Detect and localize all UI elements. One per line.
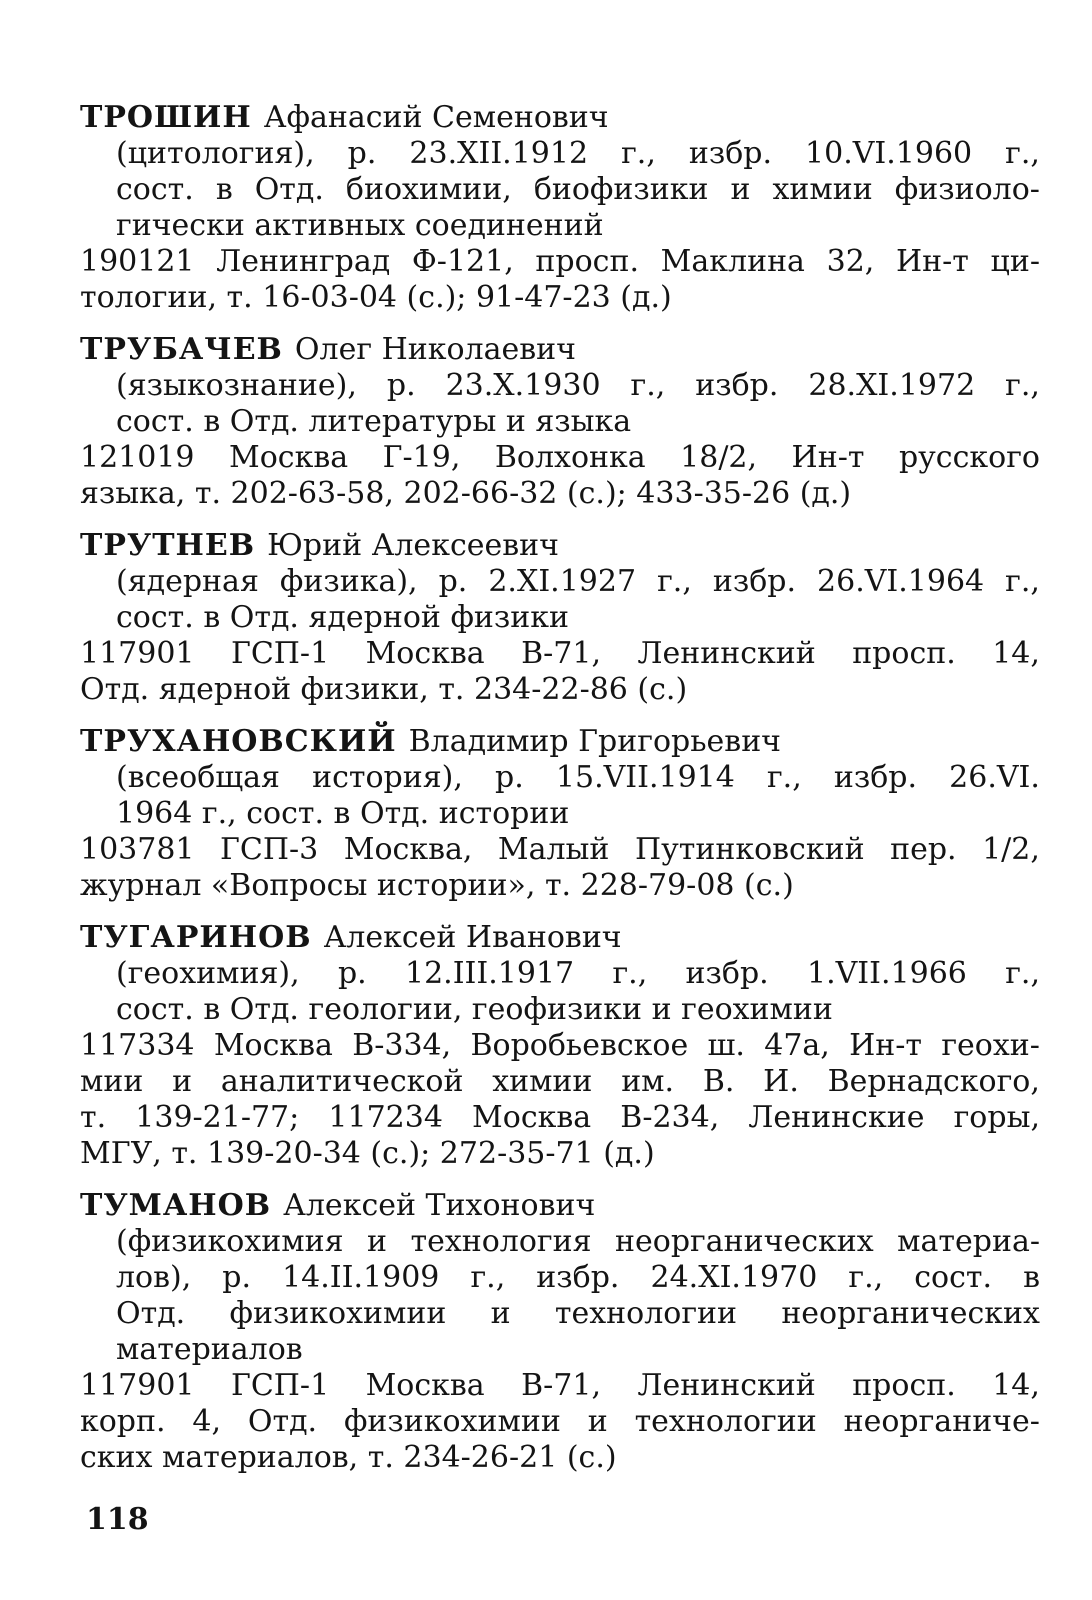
word: г., — [1005, 564, 1040, 599]
entry-bio — [80, 368, 1040, 440]
word: В-334, — [352, 1028, 452, 1063]
word: ГСП-1 — [230, 1368, 330, 1403]
entry-tumanov — [80, 1188, 1040, 1476]
word: 117234 — [328, 1100, 443, 1135]
word: Ленинский — [637, 1368, 816, 1403]
entry-given-names: Олег Николаевич — [294, 332, 576, 367]
word: физика), — [279, 564, 418, 599]
bio-line — [80, 1224, 1040, 1260]
word: горы, — [953, 1100, 1040, 1135]
address-line — [80, 1064, 1040, 1100]
word: р. — [386, 368, 416, 403]
word: избр. — [695, 368, 779, 403]
word: физиоло- — [894, 172, 1040, 207]
entry-surname: ТУМАНОВ — [80, 1188, 272, 1223]
address-line — [80, 244, 1040, 280]
word: 47а, — [764, 1028, 830, 1063]
word: Москва — [472, 1100, 592, 1135]
entry-address — [80, 832, 1040, 904]
word: неорганических — [781, 1296, 1040, 1331]
word: г., — [612, 956, 648, 991]
entry-heading — [80, 1188, 1040, 1224]
entry-troshin — [80, 100, 1040, 316]
word: г., — [1005, 136, 1040, 171]
word: мии — [80, 1064, 144, 1099]
word: 14, — [992, 636, 1040, 671]
entry-heading — [80, 528, 1040, 564]
word: г., — [766, 760, 802, 795]
word: 18/2, — [680, 440, 758, 475]
entry-given-names: Алексей Тихонович — [283, 1188, 596, 1223]
word: Отд. — [116, 1296, 186, 1331]
word: избр. — [688, 136, 773, 171]
bio-line: сост. в Отд. геологии, геофизики и геохимии — [116, 992, 833, 1027]
entry-address — [80, 1028, 1040, 1172]
word: им. — [621, 1064, 675, 1099]
word: (всеобщая — [116, 760, 280, 795]
entry-surname: ТРУТНЕВ — [80, 528, 256, 563]
address-line: тологии, т. 16-03-04 (с.); 91-47-23 (д.) — [80, 280, 672, 315]
bio-line — [80, 172, 1040, 208]
word: и — [587, 1404, 608, 1439]
word: 117901 — [80, 1368, 195, 1403]
word: 1.VII.1966 — [807, 956, 967, 991]
word: (физикохимия — [116, 1224, 344, 1259]
word: (ядерная — [116, 564, 259, 599]
entry-address — [80, 244, 1040, 316]
word: технология — [410, 1224, 592, 1259]
word: избр. — [685, 956, 769, 991]
entry-trutnev — [80, 528, 1040, 708]
word: (языкознание), — [116, 368, 357, 403]
word: Ленинские — [748, 1100, 925, 1135]
address-line: журнал «Вопросы истории», т. 228-79-08 (с.) — [80, 868, 794, 903]
word: г., — [848, 1260, 884, 1295]
word: технологии — [554, 1296, 738, 1331]
word: 24.XI.1970 — [650, 1260, 818, 1295]
word: Москва — [365, 1368, 485, 1403]
word: избр. — [833, 760, 918, 795]
address-line: ских материалов, т. 234-26-21 (с.) — [80, 1440, 617, 1475]
word: Москва — [213, 1028, 333, 1063]
word: Москва — [229, 440, 349, 475]
word: 121019 — [80, 440, 195, 475]
word: р. — [347, 136, 377, 171]
word: Ин-т — [849, 1028, 923, 1063]
word: Ленинград — [216, 244, 391, 279]
word: химии — [492, 1064, 593, 1099]
word: ци- — [990, 244, 1040, 279]
word: биохимии, — [345, 172, 512, 207]
word: В-71, — [521, 1368, 602, 1403]
bio-line — [80, 368, 1040, 404]
entry-bio — [80, 760, 1040, 832]
word: Москва, — [343, 832, 473, 867]
word: Малый — [497, 832, 610, 867]
word: 12.III.1917 — [405, 956, 575, 991]
address-line — [80, 440, 1040, 476]
bio-line: 1964 г., сост. в Отд. истории — [116, 796, 570, 831]
word: р. — [495, 760, 524, 795]
word: р. — [222, 1260, 252, 1295]
word: г., — [630, 368, 666, 403]
address-line — [80, 832, 1040, 868]
word: и — [367, 1224, 387, 1259]
word: 117334 — [80, 1028, 195, 1063]
word: т. — [80, 1100, 107, 1135]
entry-given-names: Юрий Алексеевич — [267, 528, 559, 563]
word: г., — [470, 1260, 506, 1295]
word: просп. — [852, 1368, 956, 1403]
word: в — [215, 172, 233, 207]
entry-heading — [80, 100, 1040, 136]
word: Ф-121, — [411, 244, 514, 279]
entry-given-names: Афанасий Семенович — [263, 100, 609, 135]
bio-line — [80, 956, 1040, 992]
address-line — [80, 1368, 1040, 1404]
word: физикохимии — [229, 1296, 447, 1331]
word: 190121 — [80, 244, 195, 279]
word: 139-21-77; — [135, 1100, 300, 1135]
word: химии — [772, 172, 873, 207]
word: (геохимия), — [116, 956, 300, 991]
entry-surname: ТУГАРИНОВ — [80, 920, 312, 955]
word: Ин-т — [895, 244, 969, 279]
entry-bio — [80, 564, 1040, 636]
entry-address — [80, 1368, 1040, 1476]
address-line: языка, т. 202-63-58, 202-66-32 (с.); 433-35-26 (д.) — [80, 476, 852, 511]
word: лов), — [116, 1260, 192, 1295]
word: просп. — [852, 636, 956, 671]
entry-heading — [80, 920, 1040, 956]
word: ш. — [707, 1028, 745, 1063]
directory-page — [80, 100, 1040, 1492]
entry-surname: ТРУБАЧЕВ — [80, 332, 283, 367]
word: 23.XII.1912 — [409, 136, 589, 171]
bio-line — [80, 136, 1040, 172]
word: физикохимии — [343, 1404, 561, 1439]
bio-line: материалов — [116, 1332, 303, 1367]
word: Ленинский — [637, 636, 816, 671]
word: избр. — [536, 1260, 620, 1295]
word: неорганиче- — [843, 1404, 1040, 1439]
word: материа- — [897, 1224, 1040, 1259]
word: г., — [1005, 956, 1040, 991]
entry-bio — [80, 1224, 1040, 1368]
entry-address — [80, 636, 1040, 708]
word: 26.VI.1964 — [817, 564, 985, 599]
bio-line: гически активных соединений — [116, 208, 604, 243]
word: Вернадского, — [827, 1064, 1040, 1099]
word: В-71, — [521, 636, 602, 671]
word: аналитической — [220, 1064, 464, 1099]
word: 4, — [192, 1404, 222, 1439]
word: (цитология), — [116, 136, 315, 171]
word: ГСП-1 — [230, 636, 330, 671]
word: Отд. — [254, 172, 324, 207]
bio-line — [80, 1296, 1040, 1332]
word: и — [172, 1064, 193, 1099]
entry-bio — [80, 136, 1040, 244]
entry-heading — [80, 332, 1040, 368]
word: Воробьевское — [470, 1028, 689, 1063]
word: корп. — [80, 1404, 166, 1439]
word: технологии — [634, 1404, 817, 1439]
word: биофизики — [533, 172, 709, 207]
word: В-234, — [620, 1100, 720, 1135]
entry-surname: ТРУХАНОВСКИЙ — [80, 724, 397, 759]
word: 26.VI. — [949, 760, 1040, 795]
word: сост. — [116, 172, 194, 207]
word: Путинковский — [634, 832, 865, 867]
bio-line: сост. в Отд. ядерной физики — [116, 600, 570, 635]
bio-line — [80, 564, 1040, 600]
word: Москва — [365, 636, 485, 671]
word: В. — [702, 1064, 735, 1099]
entry-given-names: Алексей Иванович — [323, 920, 622, 955]
bio-line: сост. в Отд. литературы и языка — [116, 404, 632, 439]
entry-bio — [80, 956, 1040, 1028]
address-line: МГУ, т. 139-20-34 (с.); 272-35-71 (д.) — [80, 1136, 655, 1171]
word: ГСП-3 — [220, 832, 319, 867]
word: г., — [1005, 368, 1040, 403]
word: сост. — [914, 1260, 993, 1295]
entry-trubachev — [80, 332, 1040, 512]
word: Маклина — [660, 244, 805, 279]
word: 2.XI.1927 — [488, 564, 637, 599]
entry-address — [80, 440, 1040, 512]
address-line — [80, 1404, 1040, 1440]
address-line — [80, 1028, 1040, 1064]
word: И. — [763, 1064, 799, 1099]
word: 103781 — [80, 832, 195, 867]
word: Волхонка — [494, 440, 646, 475]
word: геохи- — [941, 1028, 1040, 1063]
word: г., — [657, 564, 692, 599]
word: 14, — [992, 1368, 1040, 1403]
word: просп. — [535, 244, 639, 279]
bio-line — [80, 1260, 1040, 1296]
word: русского — [898, 440, 1040, 475]
word: 32, — [826, 244, 875, 279]
address-line: Отд. ядерной физики, т. 234-22-86 (с.) — [80, 672, 688, 707]
word: неорганических — [615, 1224, 874, 1259]
word: р. — [438, 564, 468, 599]
word: р. — [337, 956, 367, 991]
address-line — [80, 636, 1040, 672]
word: Отд. — [247, 1404, 318, 1439]
bio-line — [80, 760, 1040, 796]
word: избр. — [712, 564, 797, 599]
word: 28.XI.1972 — [808, 368, 976, 403]
word: и — [730, 172, 751, 207]
entry-surname: ТРОШИН — [80, 100, 252, 135]
word: Г-19, — [382, 440, 461, 475]
address-line — [80, 1100, 1040, 1136]
word: 1/2, — [982, 832, 1040, 867]
word: история), — [312, 760, 463, 795]
entry-given-names: Владимир Григорьевич — [408, 724, 782, 759]
word: г., — [621, 136, 656, 171]
word: и — [490, 1296, 511, 1331]
word: 15.VII.1914 — [555, 760, 735, 795]
entry-trukhanovsky — [80, 724, 1040, 904]
word: пер. — [890, 832, 957, 867]
word: Ин-т — [791, 440, 865, 475]
word: 14.II.1909 — [282, 1260, 440, 1295]
entry-heading — [80, 724, 1040, 760]
word: 23.X.1930 — [445, 368, 601, 403]
page-number: 118 — [86, 1502, 149, 1537]
word: в — [1023, 1260, 1040, 1295]
word: 117901 — [80, 636, 195, 671]
word: 10.VI.1960 — [805, 136, 973, 171]
entry-tugarinov — [80, 920, 1040, 1172]
